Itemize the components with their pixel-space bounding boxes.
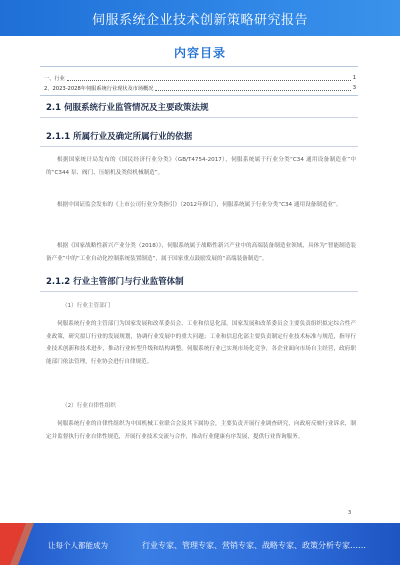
toc-entry[interactable] bbox=[44, 73, 356, 83]
body-paragraph: 根据国家统计局发布的《国民经济行业分类》（GB/T4754-2017），伺服系统属于行业分类“C34 通用设备制造业”中的“C344 泵、阀门、压缩机及类似机械制造”。 bbox=[46, 157, 356, 176]
footer-expert-list: 行业专家、管理专家、营销专家、战略专家、政策分析专家…… bbox=[142, 541, 366, 550]
toc-entry-page: 1 bbox=[352, 75, 356, 81]
section-heading: 2.1.2 行业主管部门与行业监管体制 bbox=[46, 277, 184, 287]
toc-entry[interactable] bbox=[44, 83, 356, 93]
footer-slogan: 让每个人都能成为 bbox=[48, 541, 108, 550]
toc-title: 内容目录 bbox=[173, 46, 226, 60]
footer-banner bbox=[0, 523, 400, 565]
page-number: 3 bbox=[348, 510, 352, 516]
section-heading: 2.1 伺服系统行业监管情况及主要政策法规 bbox=[46, 103, 209, 113]
section-divider bbox=[40, 146, 358, 147]
subheading: （2）行业自律性组织 bbox=[62, 403, 116, 409]
body-paragraph: 根据《国家战略性新兴产业分类（2018）》，伺服系统属于战略性新兴产业中的高端装备制造业领域，具体为“智能制造装备产业”中的“工业自动化控制系统装置制造”，属于国家重点鼓励发展的“高端装备制造”。 bbox=[46, 243, 356, 262]
section-divider bbox=[40, 291, 358, 292]
body-paragraph: 伺服系统行业的自律性组织为中国机械工业联合会及其下属协会，主要负责开展行业调查研究，向政府反映行业诉求，制定并监督执行行业自律性规范，开展行业技术交流与合作，推动行业健康有序发展，提供行业咨询服务。 bbox=[46, 421, 356, 440]
body-paragraph: 根据中国证监会发布的《上市公司行业分类指引》（2012年修订），伺服系统属于行业分类“C34 通用设备制造业”。 bbox=[57, 202, 342, 208]
toc-leader bbox=[67, 75, 351, 81]
footer-accent-shape bbox=[0, 523, 34, 565]
section-divider bbox=[40, 117, 358, 118]
toc-divider bbox=[40, 66, 358, 67]
toc-divider bbox=[40, 95, 358, 96]
header-bar bbox=[0, 0, 400, 36]
toc-entry-page: 3 bbox=[352, 85, 356, 91]
section-heading: 2.1.1 所属行业及确定所属行业的依据 bbox=[46, 132, 193, 142]
report-title: 伺服系统企业技术创新策略研究报告 bbox=[91, 13, 308, 28]
body-paragraph: 伺服系统行业的主管部门为国家发展和改革委员会、工业和信息化部。国家发展和改革委员会主要负责组织拟定综合性产业政策，研究拟订行业的发展规划，协调行业发展中的重大问题；工业和信息化部主要负责制定行业技术标准与规范，指导行业技术创新和技术进步，推动行业转型升级和结构调整。伺服系统行业已实现市场化竞争，各企业面向市场自主经营，政府职能部门依法管理，行业协会进行自律规范。 bbox=[46, 321, 356, 365]
toc-entry-label: 2、2023-2028年伺服系统行业现状及市场概况 bbox=[44, 85, 154, 92]
subheading: （1）行业主管部门 bbox=[62, 303, 111, 309]
toc-entry-label: 一、行业 bbox=[44, 75, 65, 82]
toc-leader bbox=[155, 85, 350, 91]
